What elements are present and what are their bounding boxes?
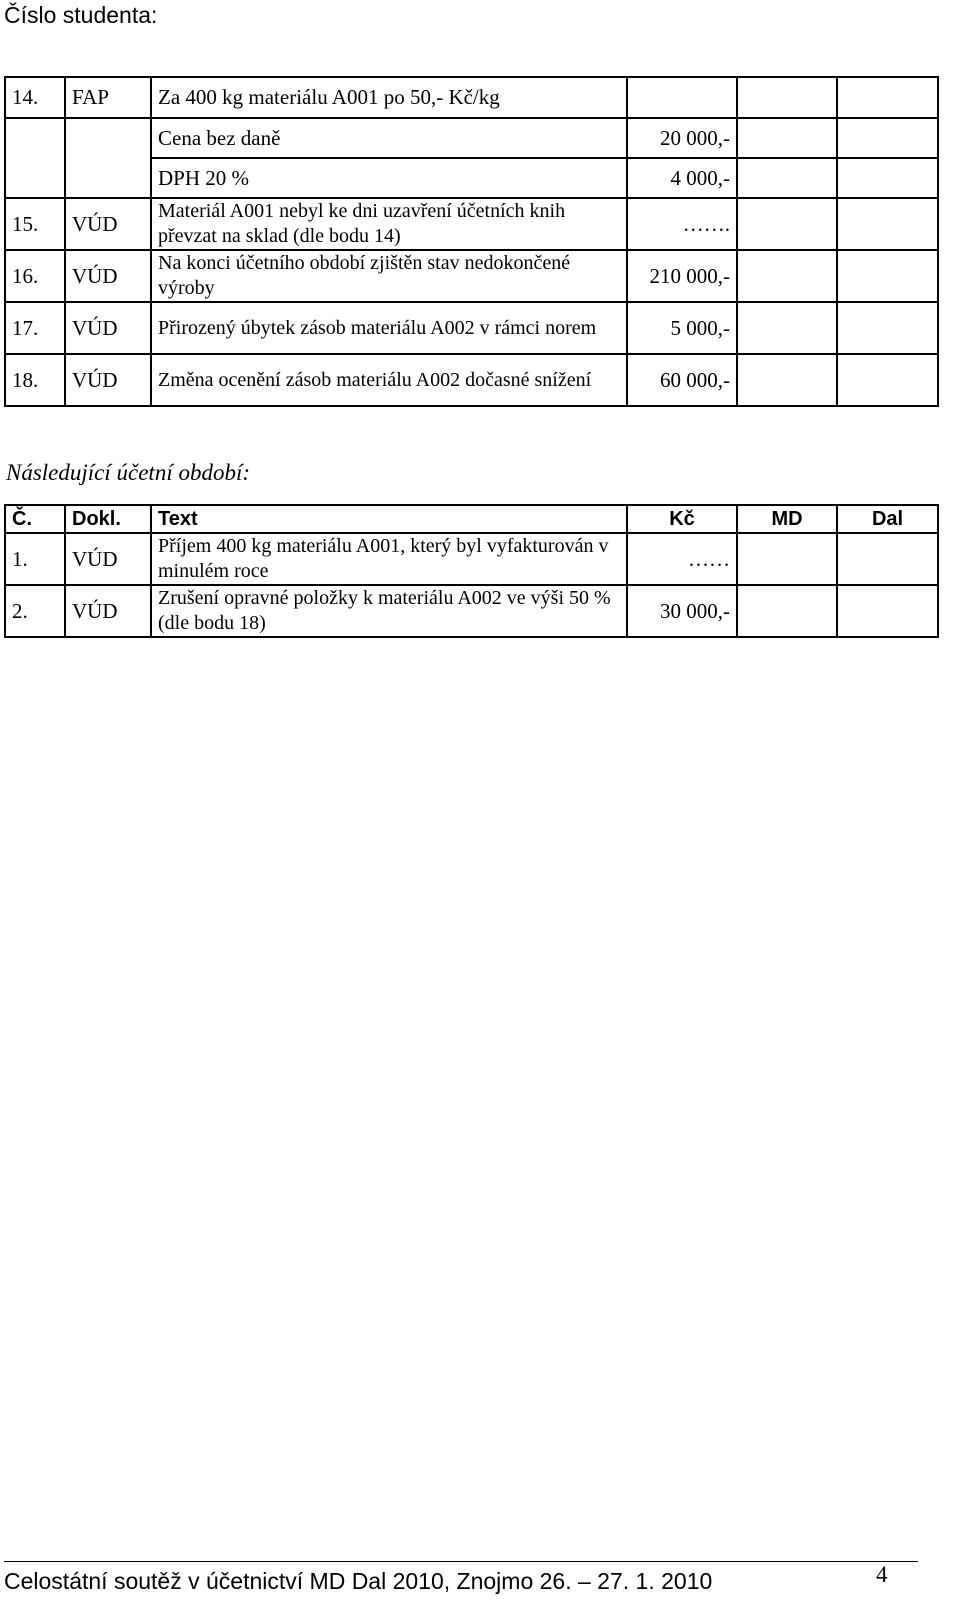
header-amount: Kč (627, 505, 737, 533)
header-document: Dokl. (65, 505, 151, 533)
table-row (5, 533, 938, 585)
row-dal-cell (837, 354, 938, 406)
row-amount (627, 77, 737, 118)
row-dal-cell (837, 302, 938, 354)
row-number: 16. (5, 250, 65, 302)
header-dal: Dal (837, 505, 938, 533)
table-row (5, 354, 938, 406)
row-md-cell (737, 198, 837, 250)
row-amount: 5 000,- (627, 302, 737, 354)
row-md-cell (737, 533, 837, 585)
row-number: 18. (5, 354, 65, 406)
row-document: VÚD (65, 250, 151, 302)
row-md-cell (737, 354, 837, 406)
row-md-cell (737, 118, 837, 158)
row-amount: 4 000,- (627, 158, 737, 198)
table-row (5, 302, 938, 354)
row-dal-cell (837, 77, 938, 118)
row-dal-cell (837, 585, 938, 637)
row-document: VÚD (65, 198, 151, 250)
row-document (65, 118, 151, 198)
header-number: Č. (5, 505, 65, 533)
next-period-table (4, 504, 939, 638)
row-number (5, 118, 65, 198)
row-amount: 20 000,- (627, 118, 737, 158)
row-amount: 210 000,- (627, 250, 737, 302)
header-md: MD (737, 505, 837, 533)
row-amount: 30 000,- (627, 585, 737, 637)
row-dal-cell (837, 198, 938, 250)
row-md-cell (737, 585, 837, 637)
table-row (5, 585, 938, 637)
header-text: Text (151, 505, 627, 533)
page-number: 4 (876, 1562, 888, 1587)
row-amount: …… (627, 533, 737, 585)
footer-text: Celostátní soutěž v účetnictví MD Dal 2010, Znojmo 26. – 27. 1. 2010 (4, 1568, 713, 1594)
row-number: 15. (5, 198, 65, 250)
row-number: 1. (5, 533, 65, 585)
row-dal-cell (837, 118, 938, 158)
row-amount: 60 000,- (627, 354, 737, 406)
row-dal-cell (837, 533, 938, 585)
row-document: FAP (65, 77, 151, 118)
row-text: Přirozený úbytek zásob materiálu A002 v rámci norem (151, 302, 627, 354)
row-text: Změna ocenění zásob materiálu A002 dočasné snížení (151, 354, 627, 406)
entries-table (4, 76, 939, 407)
row-amount: ……. (627, 198, 737, 250)
row-dal-cell (837, 250, 938, 302)
table-row (5, 77, 938, 118)
row-text: Materiál A001 nebyl ke dni uzavření účetních knih převzat na sklad (dle bodu 14) (151, 198, 627, 250)
row-document: VÚD (65, 302, 151, 354)
student-number-label: Číslo studenta: (4, 2, 158, 28)
row-text: Na konci účetního období zjištěn stav nedokončené výroby (151, 250, 627, 302)
section-title: Následující účetní období: (6, 460, 251, 485)
table-row (5, 198, 938, 250)
row-document: VÚD (65, 533, 151, 585)
table-header-row (5, 505, 938, 533)
row-number: 2. (5, 585, 65, 637)
row-text: Příjem 400 kg materiálu A001, který byl vyfakturován v minulém roce (151, 533, 627, 585)
row-text: Cena bez daně (151, 118, 627, 158)
table-row (5, 250, 938, 302)
row-number: 17. (5, 302, 65, 354)
row-dal-cell (837, 158, 938, 198)
row-md-cell (737, 158, 837, 198)
row-text: DPH 20 % (151, 158, 627, 198)
table-row (5, 118, 938, 158)
row-md-cell (737, 302, 837, 354)
row-document: VÚD (65, 585, 151, 637)
row-document: VÚD (65, 354, 151, 406)
footer-divider (4, 1561, 918, 1562)
row-number: 14. (5, 77, 65, 118)
row-md-cell (737, 250, 837, 302)
row-md-cell (737, 77, 837, 118)
row-text: Zrušení opravné položky k materiálu A002 ve výši 50 % (dle bodu 18) (151, 585, 627, 637)
row-text: Za 400 kg materiálu A001 po 50,- Kč/kg (151, 77, 627, 118)
